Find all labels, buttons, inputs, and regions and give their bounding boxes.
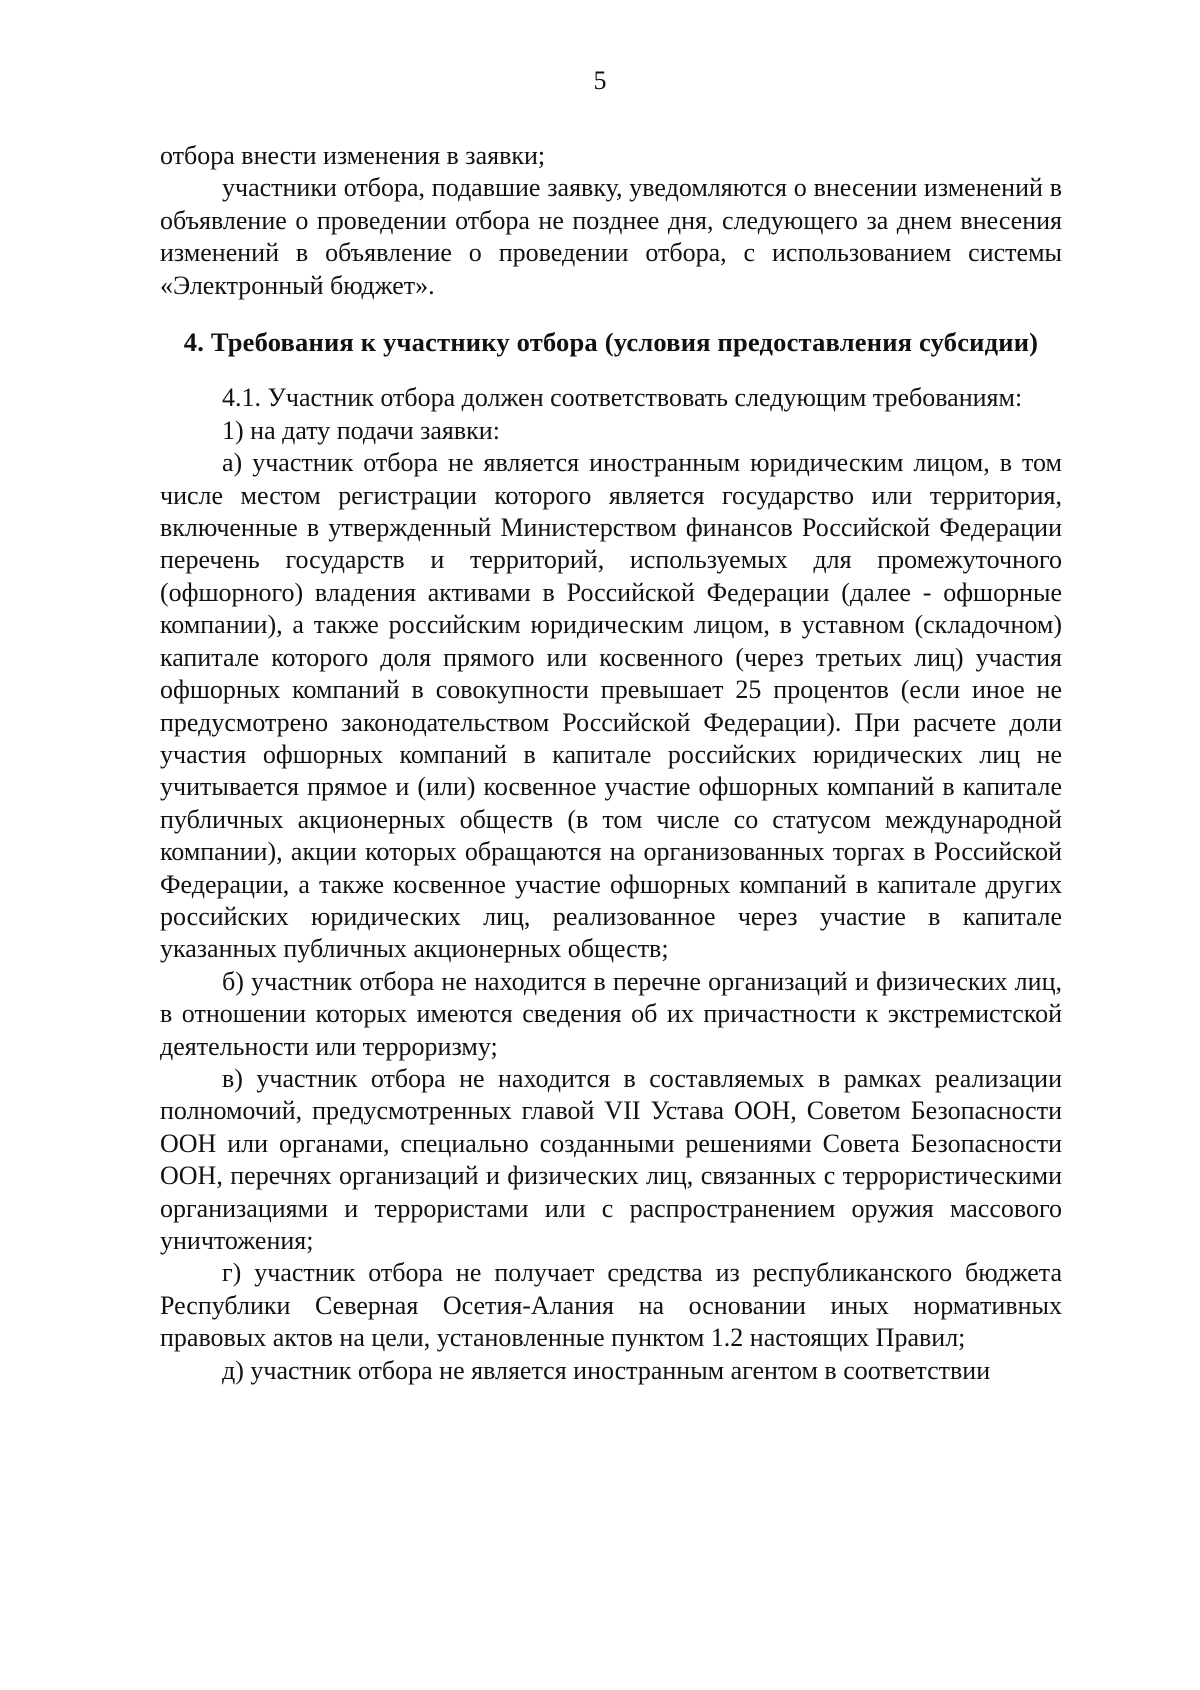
paragraph-notification: участники отбора, подавшие заявку, уведомляются о внесении изменений в объявление о проведении отбора не позднее дня, следующего за днем внесения изменений в объявление о проведении отбора, с использованием системы «Электронный бюджет». — [160, 173, 1062, 300]
item-g: г) участник отбора не получает средства из республиканского бюджета Республики Северная Осетия-Алания на основании иных нормативных правовых актов на цели, установленные пунктом 1.2 настоящих Правил; — [160, 1258, 1062, 1353]
item-d: д) участник отбора не является иностранным агентом в соответствии — [222, 1355, 991, 1385]
item-v: в) участник отбора не находится в составляемых в рамках реализации полномочий, предусмотренных главой VII Устава ООН, Советом Безопасности ООН или органами, специально созданными решениями Совета Безопасности ООН, перечнях организаций и физических лиц, связанных с террористическими организациями и террористами или с распространением оружия массового уничтожения; — [160, 1063, 1062, 1255]
item-b: б) участник отбора не находится в перечне организаций и физических лиц, в отношении которых имеются сведения об их причастности к экстремистской деятельности или терроризму; — [160, 966, 1062, 1061]
section-heading: 4. Требования к участнику отбора (условия предоставления субсидии) — [183, 327, 1039, 358]
subclause-1: 1) на дату подачи заявки: — [222, 415, 500, 445]
item-a: а) участник отбора не является иностранным юридическим лицом, в том числе местом регистрации которого является государство или территория, включенные в утвержденный Министерством финансов Российской Федерации перечень государств и территорий, используемых для промежуточного (офшорного) владения активами в Российской Федерации (далее - офшорные компании), а также российским юридическим лицом, в уставном (складочном) капитале которого доля прямого или косвенного (через третьих лиц) участия офшорных компаний в совокупности превышает 25 процентов (если иное не предусмотрено законодательством Российской Федерации). При расчете доли участия офшорных компаний в капитале российских юридических лиц не учитывается прямое и (или) косвенное участие офшорных компаний в капитале публичных акционерных обществ (в том числе со статусом международной компании), акции которых обращаются на организованных торгах в Российской Федерации, а также косвенное участие офшорных компаний в капитале других российских юридических лиц, реализованное через участие в капитале указанных публичных акционерных обществ; — [160, 448, 1062, 964]
paragraph-continuation: отбора внести изменения в заявки; — [160, 141, 546, 170]
document-body — [160, 140, 1062, 1387]
clause-4-1: 4.1. Участник отбора должен соответствовать следующим требованиям: — [222, 383, 1023, 413]
page-number: 5 — [593, 66, 607, 95]
